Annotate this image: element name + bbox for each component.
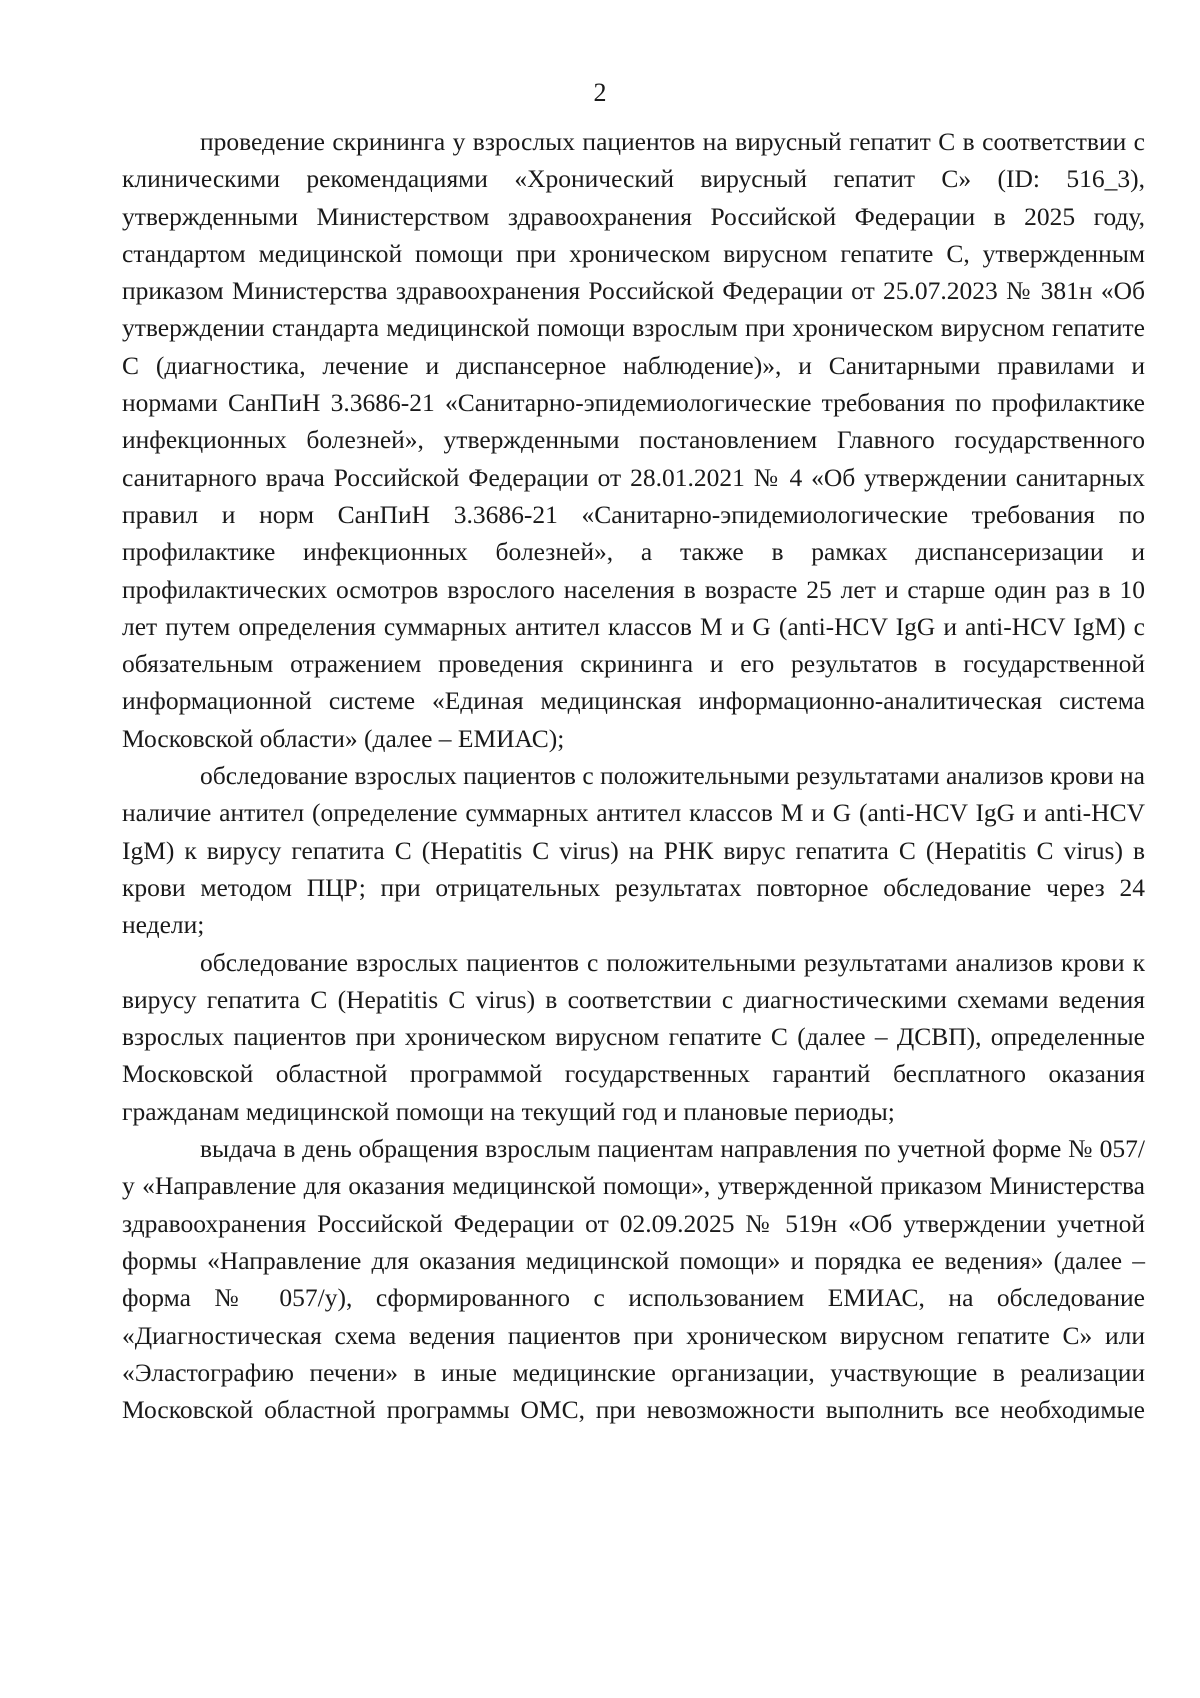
paragraph-diagnostic-schemes: обследование взрослых пациентов с положительными результатами анализов крови к вирусу гепатита С (Hepatitis C virus) в соответствии с диагностическими схемами ведения взрослых пациентов при хроническом вирусном гепатите С (далее – ДСВП), определенные Московской областной программой государственных гарантий бесплатного оказания гражданам медицинской помощи на текущий год и плановые периоды; — [122, 947, 1145, 1126]
paragraph-referral: выдача в день обращения взрослым пациентам направления по учетной форме № 057/у «Направление для оказания медицинской помощи», утвержденной приказом Министерства здравоохранения Российской Федерации от 02.09.2025 № 519н «Об утверждении учетной формы «Направление для оказания медицинской помощи» и порядка ее ведения» (далее – форма № 057/у), сформированного с использованием ЕМИАС, на обследование «Диагностическая схема ведения пациентов при хроническом вирусном гепатите С» или «Эластографию печени» в иные медицинские организации, участвующие в реализации Московской областной программы ОМС, при невозможности выполнить все необходимые — [122, 1134, 1145, 1425]
paragraph-screening: проведение скрининга у взрослых пациентов на вирусный гепатит С в соответствии с клиническими рекомендациями «Хронический вирусный гепатит С» (ID: 516_3), утвержденными Министерством здравоохранения Российской Федерации в 2025 году, стандартом медицинской помощи при хроническом вирусном гепатите С, утвержденным приказом Министерства здравоохранения Российской Федерации от 25.07.2023 № 381н «Об утверждении стандарта медицинской помощи взрослым при хроническом вирусном гепатите С (диагностика, лечение и диспансерное наблюдение)», и Санитарными правилами и нормами СанПиН 3.3686-21 «Санитарно-эпидемиологические требования по профилактике инфекционных болезней», утвержденными постановлением Главного государственного санитарного врача Российской Федерации от 28.01.2021 № 4 «Об утверждении санитарных правил и норм СанПиН 3.3686-21 «Санитарно-эпидемиологические требования по профилактике инфекционных болезней», а также в рамках диспансеризации и профилактических осмотров взрослого населения в возрасте 25 лет и старше один раз в 10 лет путем определения суммарных антител классов М и G (anti-HCV IgG и anti-HCV IgM) с обязательным отражением проведения скрининга и его результатов в государственной информационной системе «Единая медицинская информационно-аналитическая система Московской области» (далее – ЕМИАС); — [122, 127, 1145, 753]
page-number: 2 — [593, 78, 607, 107]
document-body — [122, 123, 1145, 1428]
paragraph-antibody-testing: обследование взрослых пациентов с положительными результатами анализов крови на наличие антител (определение суммарных антител классов М и G (anti-HCV IgG и anti-HCV IgM) к вирусу гепатита С (Hepatitis C virus) на РНК вирус гепатита С (Hepatitis C virus) в крови методом ПЦР; при отрицательных результатах повторное обследование через 24 недели; — [122, 761, 1145, 940]
